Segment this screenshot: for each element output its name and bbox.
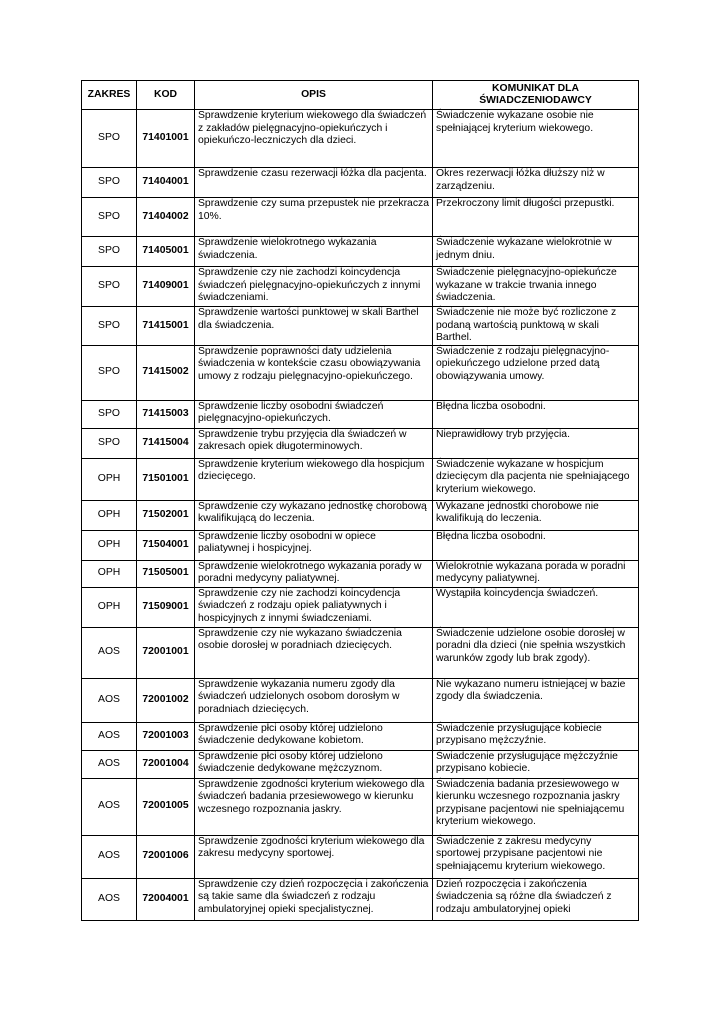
table-row <box>82 722 639 750</box>
cell-zakres: OPH <box>82 560 137 587</box>
cell-kod: 71505001 <box>137 560 195 587</box>
cell-opis: Sprawdzenie wielokrotnego wykazania porady w poradni medycyny paliatywnej. <box>195 560 433 587</box>
cell-opis: Sprawdzenie płci osoby której udzielono świadczenie dedykowane kobietom. <box>195 722 433 750</box>
table-row <box>82 560 639 587</box>
cell-kod: 71509001 <box>137 587 195 627</box>
table-row <box>82 530 639 560</box>
header-opis: OPIS <box>195 81 433 110</box>
cell-komunikat: Świadczenie przysługujące kobiecie przypisano mężczyźnie. <box>433 722 639 750</box>
cell-komunikat: Okres rezerwacji łóżka dłuższy niż w zarządzeniu. <box>433 168 639 198</box>
validation-rules-table <box>81 80 639 921</box>
cell-kod: 71401001 <box>137 110 195 168</box>
header-row <box>82 81 639 110</box>
cell-kod: 71502001 <box>137 500 195 530</box>
table-row <box>82 750 639 778</box>
cell-komunikat: Świadczenie wykazane osobie nie spełniającej kryterium wiekowego. <box>433 110 639 168</box>
cell-opis: Sprawdzenie czy dzień rozpoczęcia i zakończenia są takie same dla świadczeń z rodzaju ambulatoryjnej opieki specjalistycznej. <box>195 878 433 920</box>
cell-kod: 72001004 <box>137 750 195 778</box>
cell-kod: 71415001 <box>137 307 195 346</box>
table-row <box>82 500 639 530</box>
cell-kod: 72001003 <box>137 722 195 750</box>
table-row <box>82 428 639 458</box>
cell-kod: 71409001 <box>137 267 195 307</box>
cell-kod: 71501001 <box>137 458 195 500</box>
cell-kod: 72004001 <box>137 878 195 920</box>
cell-opis: Sprawdzenie poprawności daty udzielenia świadczenia w kontekście czasu obowiązywania umowy z rodzaju pielęgnacyjno-opiekuńczego. <box>195 345 433 400</box>
table-row <box>82 678 639 722</box>
cell-opis: Sprawdzenie kryterium wiekowego dla hospicjum dziecięcego. <box>195 458 433 500</box>
header-zakres: ZAKRES <box>82 81 137 110</box>
cell-kod: 72001001 <box>137 627 195 678</box>
header-komunikat-line2: ŚWIADCZENIODAWCY <box>479 95 592 106</box>
table-row <box>82 168 639 198</box>
cell-opis: Sprawdzenie wielokrotnego wykazania świadczenia. <box>195 237 433 267</box>
table-row <box>82 835 639 878</box>
table-row <box>82 400 639 428</box>
cell-zakres: SPO <box>82 307 137 346</box>
cell-komunikat: Dzień rozpoczęcia i zakończenia świadczenia są różne dla świadczeń z rodzaju ambulatoryjnej opieki <box>433 878 639 920</box>
cell-opis: Sprawdzenie czy suma przepustek nie przekracza 10%. <box>195 198 433 237</box>
cell-zakres: SPO <box>82 237 137 267</box>
cell-opis: Sprawdzenie wykazania numeru zgody dla świadczeń udzielonych osobom dorosłym w poradniach dziecięcych. <box>195 678 433 722</box>
cell-opis: Sprawdzenie czy nie zachodzi koincydencja świadczeń z rodzaju opiek paliatywnych i hospicyjnych z innymi świadczeniami. <box>195 587 433 627</box>
cell-opis: Sprawdzenie liczby osobodni świadczeń pielęgnacyjno-opiekuńczych. <box>195 400 433 428</box>
cell-zakres: AOS <box>82 878 137 920</box>
table-row <box>82 198 639 237</box>
cell-komunikat: Przekroczony limit długości przepustki. <box>433 198 639 237</box>
cell-zakres: OPH <box>82 530 137 560</box>
cell-opis: Sprawdzenie zgodności kryterium wiekowego dla świadczeń badania przesiewowego w kierunku wczesnego rozpoznania jaskry. <box>195 778 433 835</box>
header-komunikat-line1: KOMUNIKAT DLA <box>492 83 579 94</box>
cell-komunikat: Świadczenie wykazane w hospicjum dziecięcym dla pacjenta nie spełniającego kryterium wiekowego. <box>433 458 639 500</box>
cell-komunikat: Świadczenia badania przesiewowego w kierunku wczesnego rozpoznania jaskry przypisane pacjentowi nie spełniającemu kryterium wiekowego. <box>433 778 639 835</box>
cell-kod: 71415002 <box>137 345 195 400</box>
table-row <box>82 587 639 627</box>
header-kod: KOD <box>137 81 195 110</box>
cell-komunikat: Świadczenie przysługujące mężczyźnie przypisano kobiecie. <box>433 750 639 778</box>
cell-komunikat: Świadczenie pielęgnacyjno-opiekuńcze wykazane w trakcie trwania innego świadczenia. <box>433 267 639 307</box>
table-row <box>82 237 639 267</box>
cell-zakres: SPO <box>82 110 137 168</box>
cell-kod: 72001005 <box>137 778 195 835</box>
cell-zakres: AOS <box>82 627 137 678</box>
cell-kod: 71415004 <box>137 428 195 458</box>
cell-komunikat: Świadczenie udzielone osobie dorosłej w poradni dla dzieci (nie spełnia wszystkich warunków zgody lub brak zgody). <box>433 627 639 678</box>
cell-komunikat: Świadczenie wykazane wielokrotnie w jednym dniu. <box>433 237 639 267</box>
cell-zakres: SPO <box>82 400 137 428</box>
cell-opis: Sprawdzenie wartości punktowej w skali Barthel dla świadczenia. <box>195 307 433 346</box>
cell-kod: 71404002 <box>137 198 195 237</box>
cell-komunikat: Wielokrotnie wykazana porada w poradni medycyny paliatywnej. <box>433 560 639 587</box>
cell-komunikat: Wykazane jednostki chorobowe nie kwalifikują do leczenia. <box>433 500 639 530</box>
cell-kod: 71404001 <box>137 168 195 198</box>
cell-kod: 71504001 <box>137 530 195 560</box>
cell-zakres: SPO <box>82 428 137 458</box>
cell-zakres: OPH <box>82 587 137 627</box>
cell-opis: Sprawdzenie kryterium wiekowego dla świadczeń z zakładów pielęgnacyjno-opiekuńczych i opiekuńczo-leczniczych dla dzieci. <box>195 110 433 168</box>
cell-zakres: OPH <box>82 500 137 530</box>
cell-kod: 72001002 <box>137 678 195 722</box>
cell-opis: Sprawdzenie czy wykazano jednostkę chorobową kwalifikującą do leczenia. <box>195 500 433 530</box>
table-row <box>82 458 639 500</box>
cell-opis: Sprawdzenie czy nie zachodzi koincydencja świadczeń pielęgnacyjno-opiekuńczych z innymi świadczeniami. <box>195 267 433 307</box>
header-komunikat <box>433 81 639 110</box>
cell-zakres: AOS <box>82 678 137 722</box>
cell-zakres: AOS <box>82 778 137 835</box>
cell-opis: Sprawdzenie płci osoby której udzielono świadczenie dedykowane mężczyznom. <box>195 750 433 778</box>
table-row <box>82 307 639 346</box>
cell-zakres: SPO <box>82 198 137 237</box>
table-row <box>82 627 639 678</box>
cell-komunikat: Świadczenie z rodzaju pielęgnacyjno-opiekuńczego udzielone przed datą obowiązywania umowy. <box>433 345 639 400</box>
table-row <box>82 110 639 168</box>
cell-komunikat: Błędna liczba osobodni. <box>433 400 639 428</box>
cell-komunikat: Błędna liczba osobodni. <box>433 530 639 560</box>
table-row <box>82 778 639 835</box>
cell-komunikat: Świadczenie nie może być rozliczone z podaną wartością punktową w skali Barthel. <box>433 307 639 346</box>
cell-opis: Sprawdzenie liczby osobodni w opiece paliatywnej i hospicyjnej. <box>195 530 433 560</box>
cell-zakres: SPO <box>82 345 137 400</box>
cell-opis: Sprawdzenie trybu przyjęcia dla świadczeń w zakresach opiek długoterminowych. <box>195 428 433 458</box>
cell-zakres: SPO <box>82 168 137 198</box>
cell-kod: 71415003 <box>137 400 195 428</box>
table-row <box>82 267 639 307</box>
cell-zakres: AOS <box>82 722 137 750</box>
cell-komunikat: Nieprawidłowy tryb przyjęcia. <box>433 428 639 458</box>
cell-opis: Sprawdzenie zgodności kryterium wiekowego dla zakresu medycyny sportowej. <box>195 835 433 878</box>
cell-zakres: OPH <box>82 458 137 500</box>
table-row <box>82 878 639 920</box>
cell-zakres: AOS <box>82 750 137 778</box>
cell-opis: Sprawdzenie czasu rezerwacji łóżka dla pacjenta. <box>195 168 433 198</box>
table-row <box>82 345 639 400</box>
cell-kod: 72001006 <box>137 835 195 878</box>
cell-opis: Sprawdzenie czy nie wykazano świadczenia osobie dorosłej w poradniach dziecięcych. <box>195 627 433 678</box>
cell-kod: 71405001 <box>137 237 195 267</box>
cell-komunikat: Świadczenie z zakresu medycyny sportowej przypisane pacjentowi nie spełniającemu kryterium wiekowego. <box>433 835 639 878</box>
cell-zakres: SPO <box>82 267 137 307</box>
cell-zakres: AOS <box>82 835 137 878</box>
cell-komunikat: Wystąpiła koincydencja świadczeń. <box>433 587 639 627</box>
cell-komunikat: Nie wykazano numeru istniejącej w bazie zgody dla świadczenia. <box>433 678 639 722</box>
